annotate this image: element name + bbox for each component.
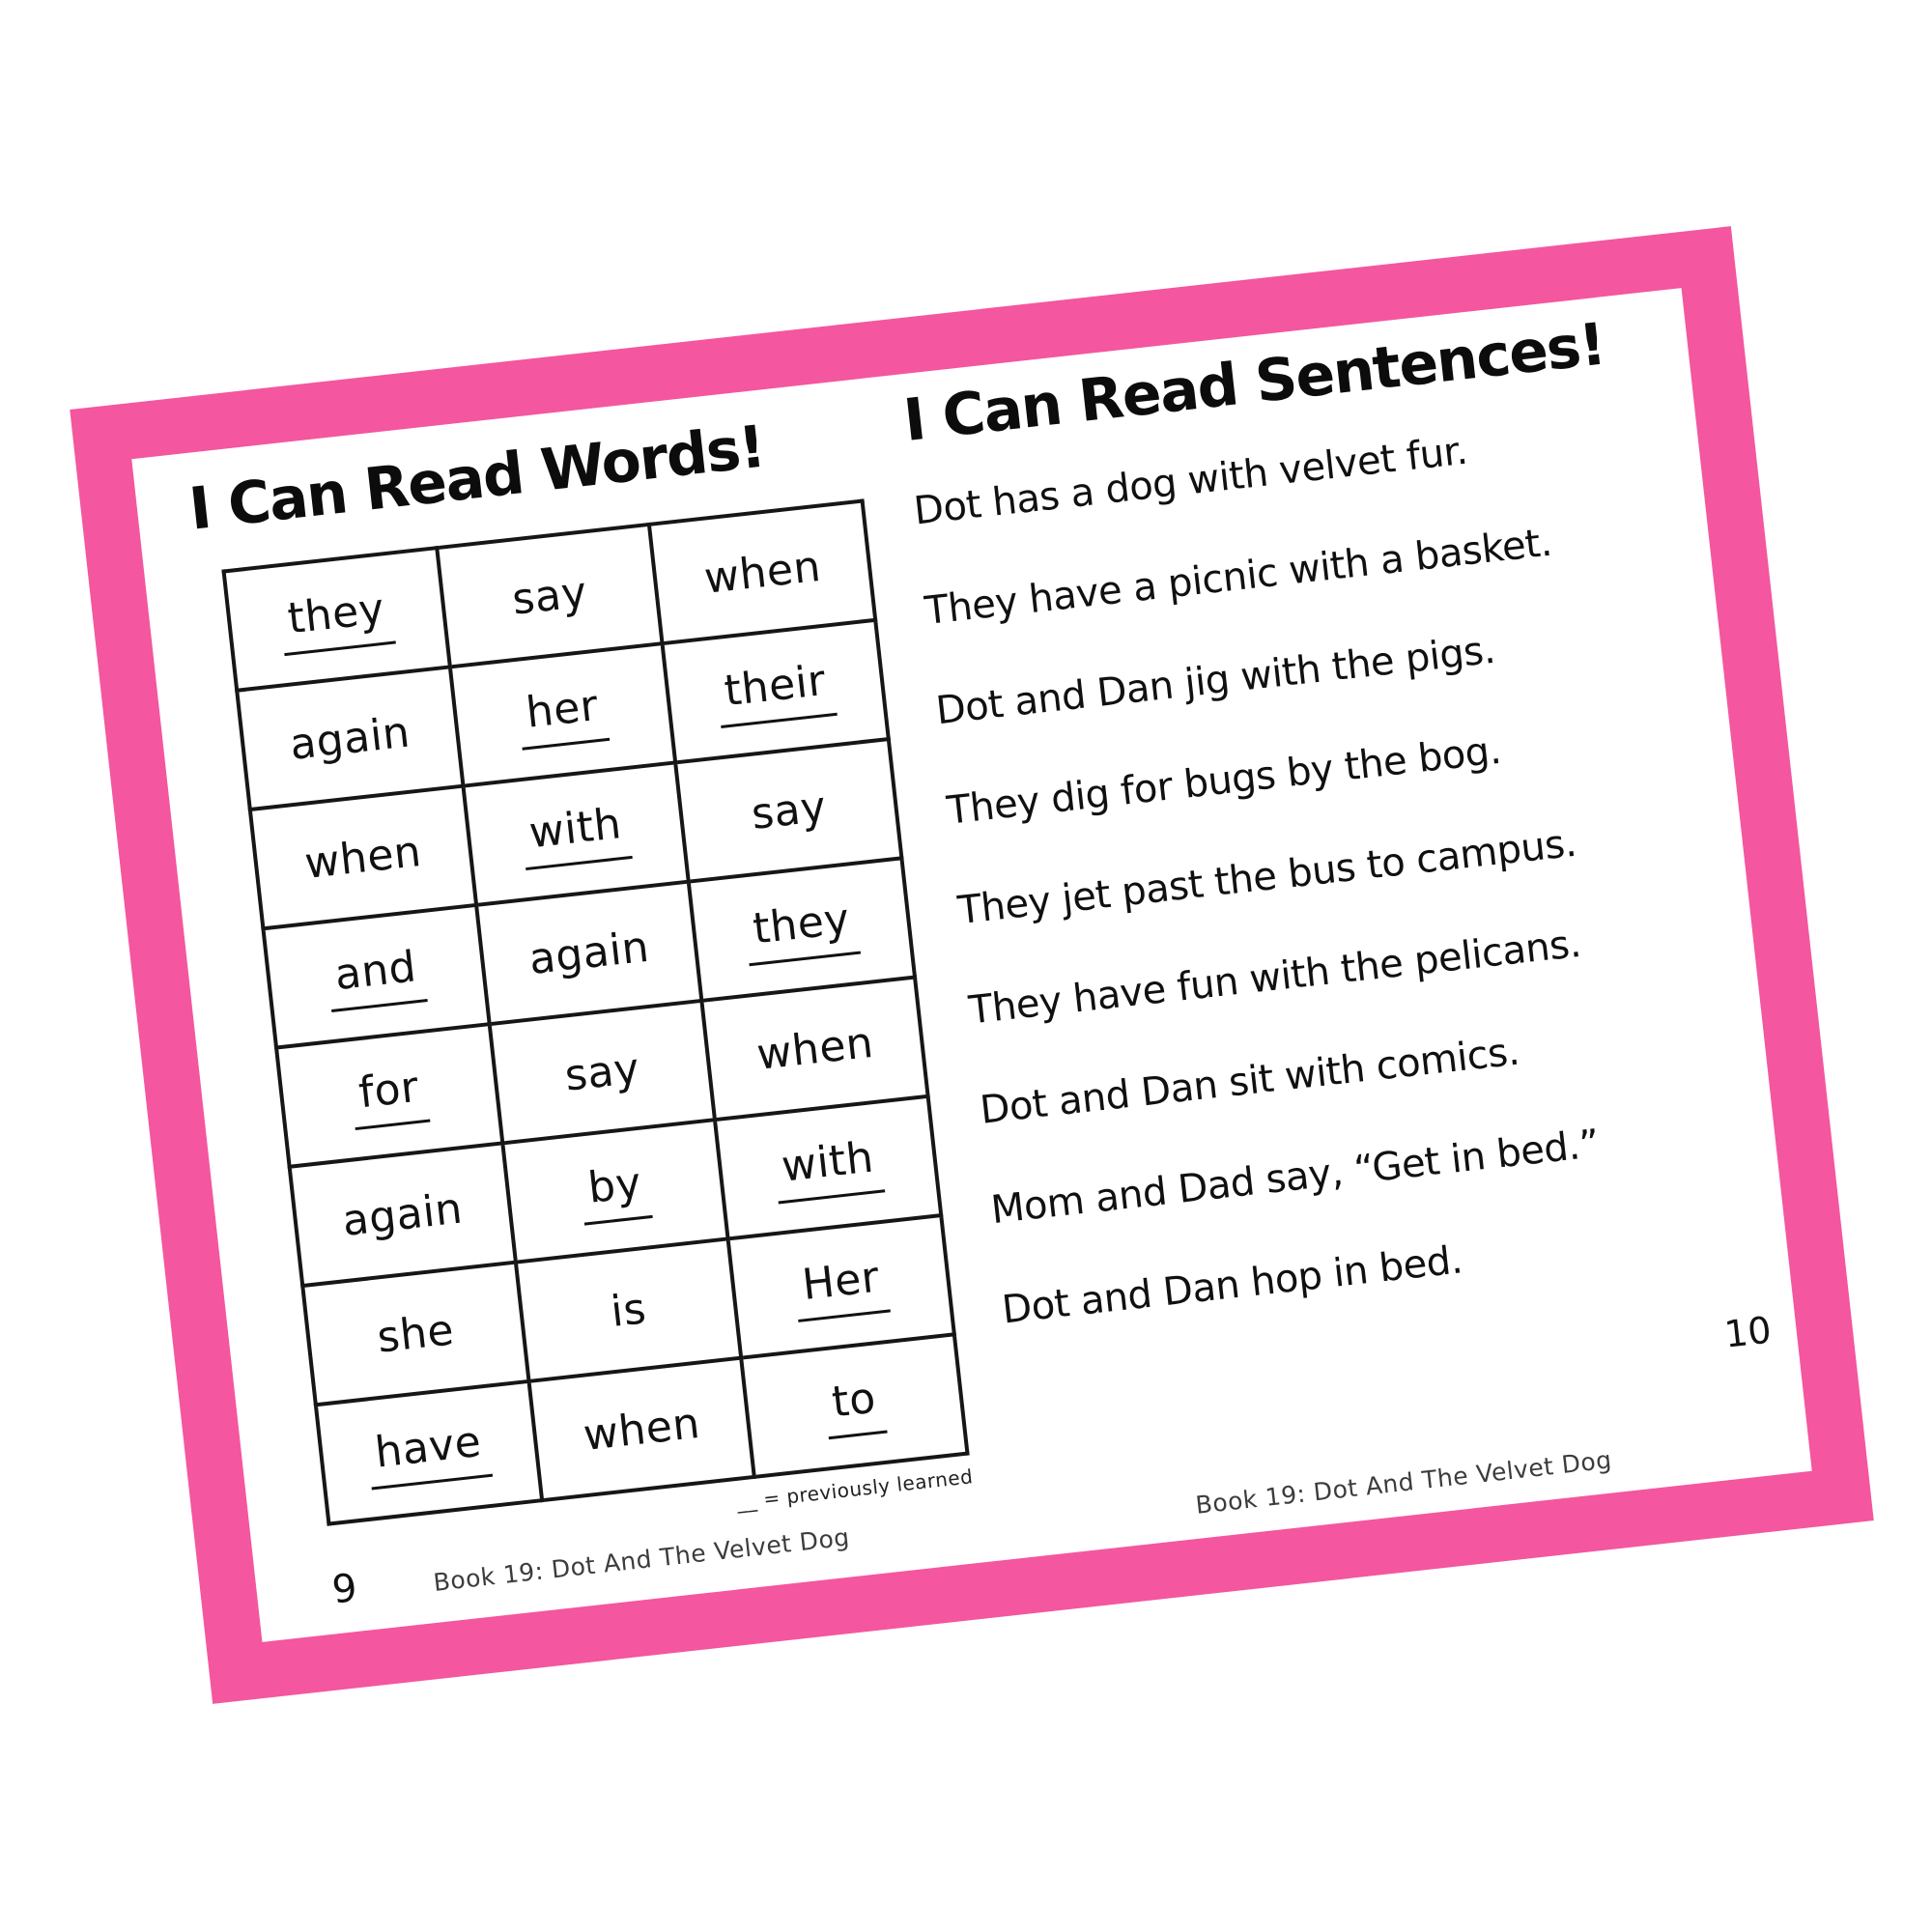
word-cell — [516, 1238, 742, 1381]
word-underlined: by — [578, 1157, 652, 1225]
sentence-line: They have a picnic with a basket. — [923, 520, 1554, 634]
sentence-line: Dot and Dan hop in bed. — [1000, 1237, 1464, 1333]
word-cell — [742, 1334, 968, 1477]
word-cell — [316, 1381, 542, 1524]
word-cell — [502, 1120, 728, 1263]
sentences-page-title: I Can Read Sentences! — [900, 310, 1608, 456]
word: when — [301, 826, 424, 889]
word-table — [221, 498, 969, 1525]
word-underlined: they — [743, 893, 861, 965]
word-underlined: her — [516, 680, 610, 751]
word-cell — [263, 905, 489, 1048]
word: again — [287, 707, 412, 770]
word-underlined: with — [772, 1131, 886, 1204]
word-cell — [437, 525, 663, 668]
word: say — [562, 1043, 642, 1101]
word-underlined: and — [325, 941, 428, 1012]
book-title-footer-left: Book 19: Dot And The Velvet Dog — [432, 1522, 851, 1597]
sentence-line: Dot and Dan sit with comics. — [978, 1029, 1521, 1133]
word: when — [753, 1017, 876, 1080]
word-cell — [224, 548, 450, 691]
sentence-line: Dot has a dog with velvet fur. — [911, 428, 1470, 534]
words-page-title: I Can Read Words! — [185, 412, 768, 544]
word: again — [339, 1183, 466, 1246]
word-underlined: their — [714, 655, 837, 728]
word-underlined: for — [349, 1061, 430, 1129]
word-underlined: they — [277, 582, 395, 655]
previously-learned-note: __ = previously learned — [735, 1464, 975, 1514]
word-cell — [476, 882, 702, 1025]
word-underlined: Her — [792, 1251, 891, 1321]
sentence-line: They dig for bugs by the bog. — [945, 727, 1504, 834]
word: she — [374, 1304, 457, 1363]
word-cell — [489, 1001, 715, 1144]
word-cell — [250, 786, 476, 929]
word-underlined: with — [519, 798, 633, 870]
word-cell — [663, 620, 889, 763]
word-cell — [302, 1263, 528, 1406]
sentence-line: Dot and Dan jig with the pigs. — [933, 627, 1497, 734]
word-cell — [715, 1096, 941, 1239]
page-number-10: 10 — [1721, 1308, 1774, 1356]
word-cell — [290, 1143, 516, 1286]
page-number-9: 9 — [329, 1565, 359, 1613]
word: again — [526, 922, 652, 984]
worksheet-spread — [131, 288, 1811, 1642]
sentence-line: They jet past the bus to campus. — [955, 820, 1578, 934]
word-cell — [702, 978, 928, 1121]
word-cell — [728, 1215, 954, 1358]
word: say — [509, 567, 590, 625]
word-cell — [528, 1358, 754, 1501]
word-cell — [276, 1024, 502, 1167]
word-cell — [689, 858, 915, 1001]
page-words — [142, 386, 990, 1634]
word-cell — [649, 501, 875, 644]
pink-frame — [70, 226, 1873, 1704]
word-cell — [676, 739, 902, 882]
word-cell — [463, 762, 689, 905]
sentence-list — [912, 405, 1762, 1345]
sentence-line: They have fun with the pelicans. — [966, 921, 1583, 1034]
right-footer-bar — [1023, 1416, 1784, 1548]
word: when — [581, 1398, 703, 1461]
word: is — [608, 1283, 649, 1337]
word-underlined: to — [822, 1372, 888, 1438]
word-cell — [450, 643, 676, 786]
word: when — [701, 541, 824, 604]
sentence-line: Mom and Dad say, “Get in bed.” — [988, 1122, 1602, 1234]
page-sentences — [862, 297, 1802, 1553]
word-cell — [237, 667, 463, 810]
word: say — [749, 781, 829, 839]
book-title-footer-right: Book 19: Dot And The Velvet Dog — [1194, 1445, 1613, 1520]
word-underlined: have — [365, 1416, 493, 1490]
